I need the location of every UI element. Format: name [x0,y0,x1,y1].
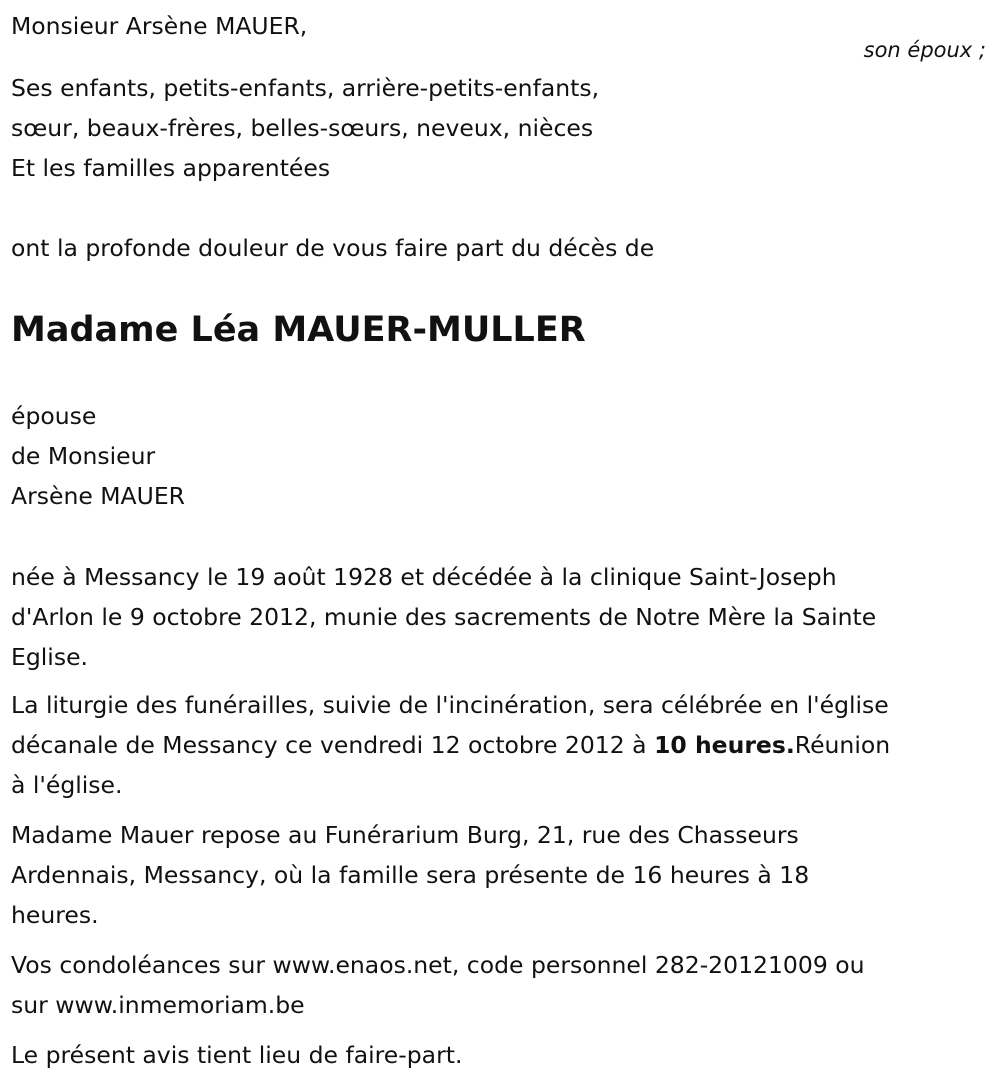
announcement-text: ont la profonde douleur de vous faire part du décès de [11,234,655,262]
family-line-families: Et les familles apparentées [11,154,331,182]
liturgy-line: La liturgie des funérailles, suivie de l'incinération, sera célébrée en l'église [11,691,889,719]
epouse-husband-name: Arsène MAUER [11,482,185,510]
epouse-line: épouse [11,402,97,430]
liturgy-paragraph [11,685,993,805]
condolence-line: Vos condoléances sur www.enaos.net, code personnel 282-20121009 ou [11,951,865,979]
closing-line: Le présent avis tient lieu de faire-part. [11,1041,463,1069]
birth-death-line: Eglise. [11,643,88,671]
closing-paragraph [11,1035,993,1075]
condolence-line: sur www.inmemoriam.be [11,991,305,1019]
repose-line: heures. [11,901,99,929]
birth-death-paragraph [11,557,993,677]
deceased-name: Madame Léa MAUER-MULLER [11,310,586,350]
repose-paragraph [11,815,993,935]
repose-line: Ardennais, Messancy, où la famille sera présente de 16 heures à 18 [11,861,810,889]
family-line-children: Ses enfants, petits-enfants, arrière-petits-enfants, [11,74,600,102]
birth-death-line: d'Arlon le 9 octobre 2012, munie des sacrements de Notre Mère la Sainte [11,603,877,631]
repose-line: Madame Mauer repose au Funérarium Burg, 21, rue des Chasseurs [11,821,799,849]
liturgy-line: à l'église. [11,771,123,799]
funeral-time: 10 heures. [654,731,795,759]
birth-death-line: née à Messancy le 19 août 1928 et décédée à la clinique Saint-Joseph [11,563,837,591]
liturgy-text: Réunion [794,731,891,759]
spouse-role: son époux ; [863,38,986,62]
liturgy-line-time [11,725,993,765]
liturgy-text: décanale de Messancy ce vendredi 12 octobre 2012 à [11,731,655,759]
epouse-de-line: de Monsieur [11,442,156,470]
spouse-line: Monsieur Arsène MAUER, [11,12,308,40]
family-line-relatives: sœur, beaux-frères, belles-sœurs, neveux, nièces [11,114,594,142]
condolence-paragraph [11,945,993,1025]
